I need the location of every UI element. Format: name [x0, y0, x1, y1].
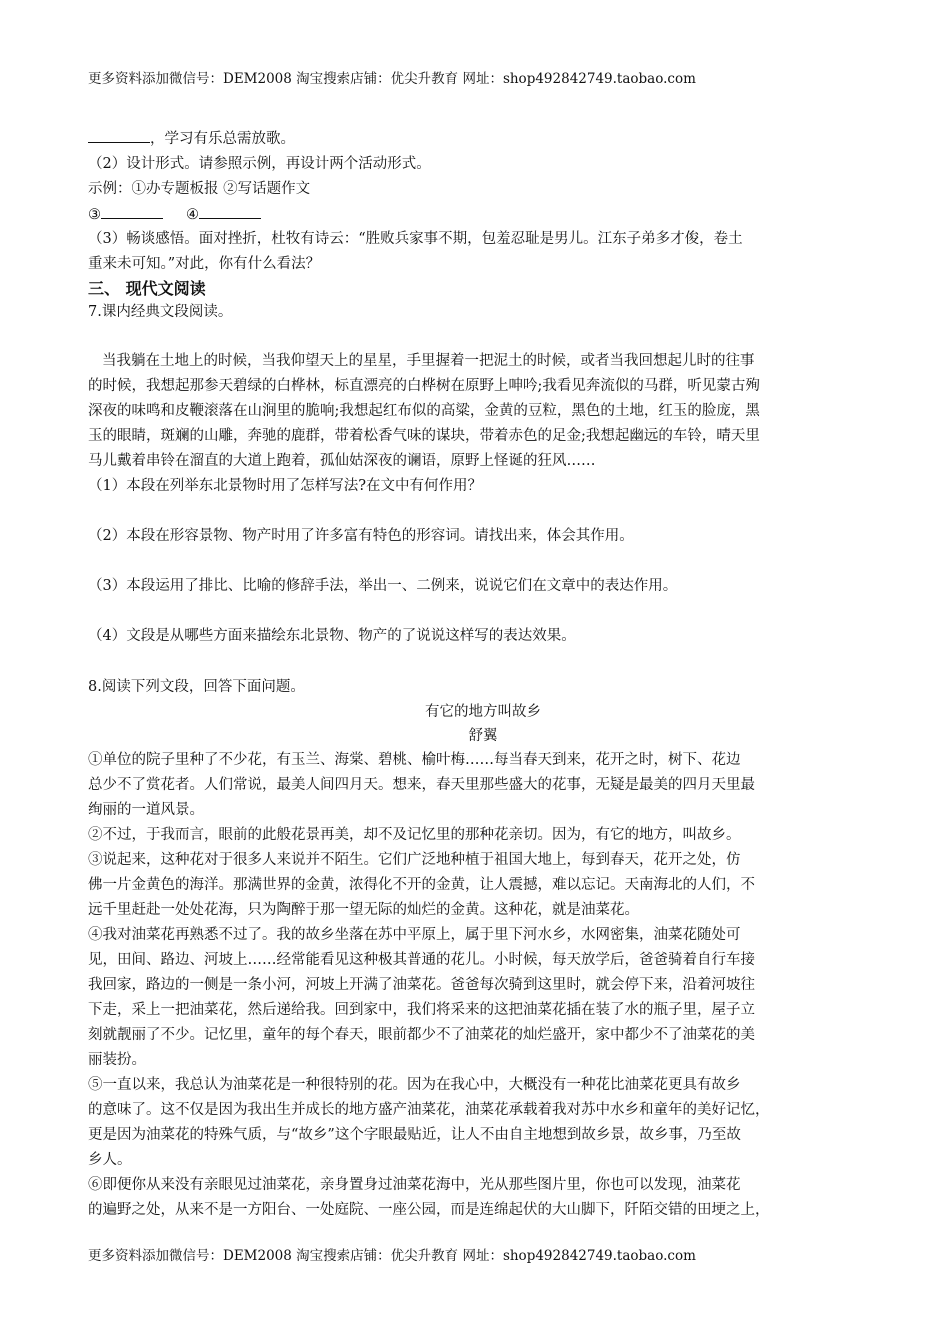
page-footer: 更多资料添加微信号：DEM2008 淘宝搜索店铺：优尖升教育 网址：shop492842749.taobao.com — [88, 1248, 696, 1264]
q6-line1-text: ，学习有乐总需放歌。 — [150, 131, 295, 147]
article-line: ②不过，于我而言，眼前的此般花景再美，却不及记忆里的那种花亲切。因为，有它的地方，叫故乡。 — [88, 827, 741, 843]
article-line: 丽装扮。 — [88, 1052, 146, 1068]
answer-blank[interactable] — [88, 128, 150, 143]
article-line: ④我对油菜花再熟悉不过了。我的故乡坐落在苏中平原上，属于里下河水乡，水网密集，油菜花随处可 — [88, 927, 741, 943]
article-line: 我回家，路边的一侧是一条小河，河坡上开满了油菜花。爸爸每次骑到这里时，就会停下来，沿着河坡往 — [88, 977, 755, 993]
q7-question-1: （1）本段在列举东北景物时用了怎样写法?在文中有何作用？ — [88, 478, 482, 494]
q7-passage-line: 马儿戴着串铃在溜直的大道上跑着，孤仙姑深夜的谰语，原野上怪诞的狂风…… — [88, 453, 596, 469]
article-line: 刻就靓丽了不少。记忆里，童年的每个春天，眼前都少不了油菜花的灿烂盛开，家中都少不了油菜花的美 — [88, 1027, 755, 1043]
article-title: 有它的地方叫故乡 — [425, 704, 541, 720]
page-header: 更多资料添加微信号：DEM2008 淘宝搜索店铺：优尖升教育 网址：shop492842749.taobao.com — [88, 71, 696, 87]
article-line: 更是因为油菜花的特殊气质，与“故乡”这个字眼最贴近，让人不由自主地想到故乡景，故乡事，乃至故 — [88, 1127, 741, 1143]
blank3-label: ③ — [88, 207, 101, 223]
answer-blank-3[interactable] — [101, 204, 163, 219]
q7-passage-line: 的时候，我想起那参天碧绿的白桦林，标直漂亮的白桦树在原野上呻吟;我看见奔流似的马群，听见蒙古殉 — [88, 378, 760, 394]
article-line: ③说起来，这种花对于很多人来说并不陌生。它们广泛地种植于祖国大地上，每到春天，花开之处，仿 — [88, 852, 741, 868]
q7-passage-line: 深夜的味鸣和皮鞭滚落在山涧里的脆响;我想起红布似的高粱，金黄的豆粒，黑色的土地，红玉的脸庞，黑 — [88, 403, 760, 419]
article-line: 乡人。 — [88, 1152, 132, 1168]
article-line: 绚丽的一道风景。 — [88, 802, 204, 818]
q7-question-2: （2）本段在形容景物、物产时用了许多富有特色的形容词。请找出来，体会其作用。 — [88, 528, 634, 544]
q8-title: 8.阅读下列文段，回答下面问题。 — [88, 679, 305, 695]
q7-passage-line: 当我躺在土地上的时候，当我仰望天上的星星，手里握着一把泥土的时候，或者当我回想起儿时的往事 — [102, 353, 755, 369]
q7-passage-line: 玉的眼睛，斑斓的山雕，奔驰的鹿群，带着松香气味的谋块，带着赤色的足金;我想起幽远的车铃，晴天里 — [88, 428, 760, 444]
article-line: ⑥即便你从来没有亲眼见过油菜花，亲身置身过油菜花海中，光从那些图片里，你也可以发现，油菜花 — [88, 1177, 741, 1193]
article-line: 的意味了。这不仅是因为我出生并成长的地方盛产油菜花，油菜花承载着我对苏中水乡和童年的美好记忆， — [88, 1102, 770, 1118]
q6-line1 — [88, 128, 878, 149]
article-line: 佛一片金黄色的海洋。那满世界的金黄，浓得化不开的金黄，让人震撼，难以忘记。天南海北的人们，不 — [88, 877, 755, 893]
q6-part3-line1: （3）畅谈感悟。面对挫折，杜牧有诗云：“胜败兵家事不期，包羞忍耻是男儿。江东子弟多才俊，卷土 — [88, 231, 743, 247]
article-line: 下走，采上一把油菜花，然后递给我。回到家中，我们将采来的这把油菜花插在装了水的瓶子里，屋子立 — [88, 1002, 755, 1018]
article-line: 总少不了赏花者。人们常说，最美人间四月天。想来，春天里那些盛大的花事，无疑是最美的四月天里最 — [88, 777, 755, 793]
section-heading: 三、 现代文阅读 — [88, 279, 206, 298]
article-line: 的遍野之处，从来不是一方阳台、一处庭院、一座公园，而是连绵起伏的大山脚下，阡陌交错的田埂之上， — [88, 1202, 770, 1218]
article-line: 远千里赶赴一处处花海，只为陶醉于那一望无际的灿烂的金黄。这种花，就是油菜花。 — [88, 902, 639, 918]
answer-blank-4[interactable] — [199, 204, 261, 219]
article-line: ①单位的院子里种了不少花，有玉兰、海棠、碧桃、榆叶梅……每当春天到来，花开之时，树下、花边 — [88, 752, 741, 768]
q7-title: 7.课内经典文段阅读。 — [88, 304, 233, 320]
q7-question-3: （3）本段运用了排比、比喻的修辞手法，举出一、二例来，说说它们在文章中的表达作用。 — [88, 578, 678, 594]
q6-example: 示例：①办专题板报 ②写话题作文 — [88, 181, 311, 197]
q7-question-4: （4）文段是从哪些方面来描绘东北景物、物产的了说说这样写的表达效果。 — [88, 628, 576, 644]
blank4-label: ④ — [186, 207, 200, 223]
q6-part2: （2）设计形式。请参照示例，再设计两个活动形式。 — [88, 156, 431, 172]
q6-part3-line2: 重来未可知。”对此，你有什么看法？ — [88, 256, 321, 272]
article-author: 舒翼 — [468, 728, 498, 744]
q6-blanks — [88, 204, 878, 225]
article-line: 见，田间、路边、河坡上……经常能看见这种极其普通的花儿。小时候，每天放学后，爸爸骑着自行车接 — [88, 952, 755, 968]
article-line: ⑤一直以来，我总认为油菜花是一种很特别的花。因为在我心中，大概没有一种花比油菜花更具有故乡 — [88, 1077, 741, 1093]
